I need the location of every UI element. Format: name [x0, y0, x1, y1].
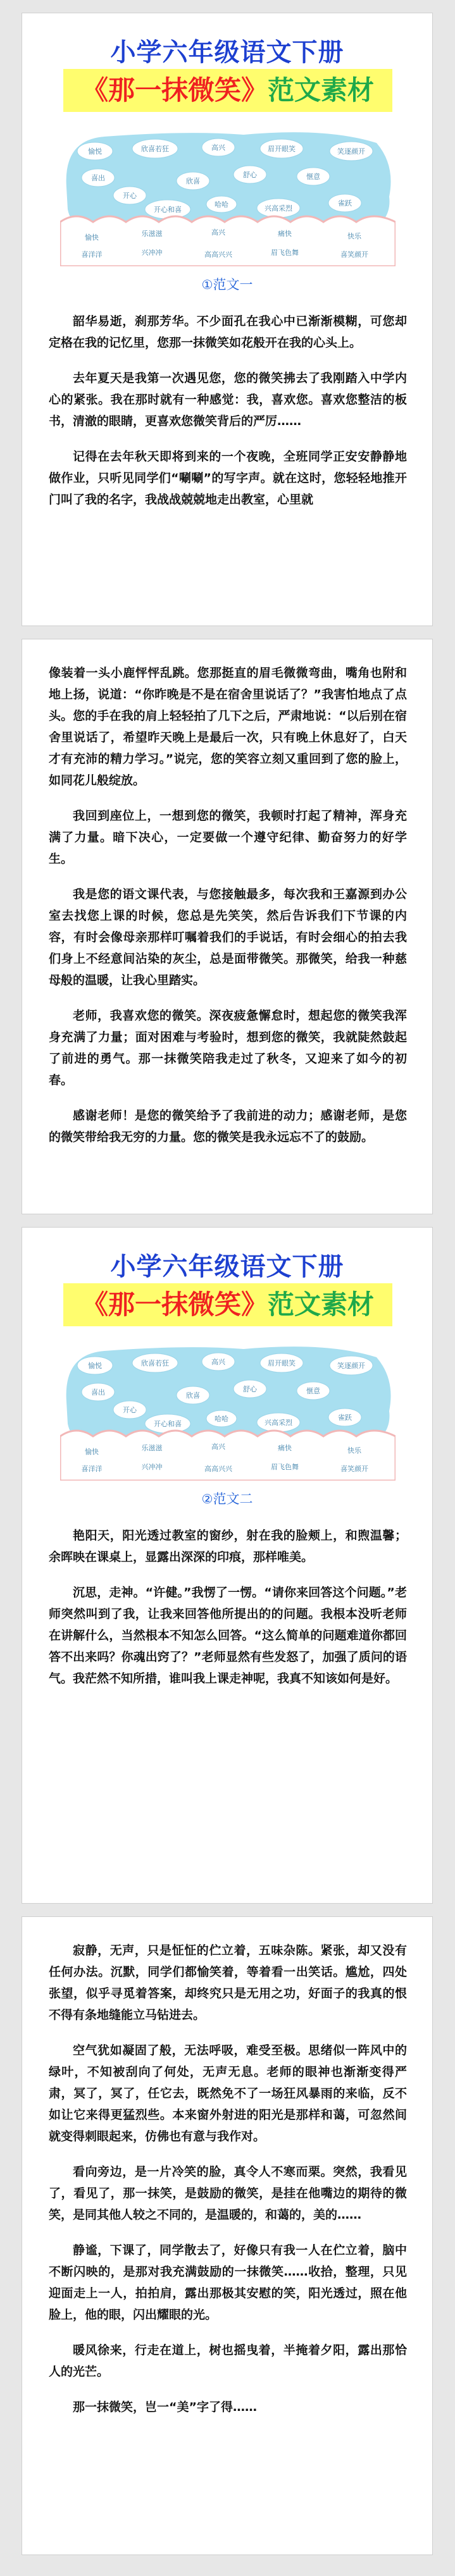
paragraph: 韶华易逝，刹那芳华。不少面孔在我心中已渐渐模糊，可您却定格在我的记忆里，您那一抹微笑如花般开在我的心头上。: [49, 314, 407, 350]
caption-number: ①: [201, 277, 213, 292]
word-label: 高兴: [211, 228, 225, 237]
word-bubble: [113, 187, 146, 204]
svg-text:欣喜若狂: 欣喜若狂: [141, 1359, 169, 1367]
svg-text:哈哈: 哈哈: [215, 1415, 228, 1423]
word-bubble: [330, 142, 373, 161]
word-label: 高兴: [211, 1443, 225, 1451]
word-bubble: [328, 1408, 361, 1426]
paragraph: 我回到座位上，一想到您的微笑，我顿时打起了精神，浑身充满了力量。暗下决心，一定要做一个遵守纪律、勤奋努力的好学生。: [49, 809, 407, 866]
page-3: [22, 1227, 433, 1904]
svg-text:哈哈: 哈哈: [215, 200, 228, 209]
word-label: 快乐: [347, 232, 361, 240]
scallop-divider: [60, 1431, 396, 1481]
word-bubble: [177, 172, 209, 190]
word-label: 喜洋洋: [81, 1465, 103, 1473]
word-bubble: [177, 1386, 209, 1404]
word-bubble: [145, 1414, 190, 1433]
word-bubble: [202, 1353, 235, 1371]
word-bubble: [257, 1413, 300, 1432]
svg-text:雀跃: 雀跃: [338, 1414, 352, 1422]
svg-text:欣喜: 欣喜: [186, 1391, 200, 1400]
svg-text:喜出: 喜出: [91, 174, 105, 182]
paragraph: 寂静，无声，只是怔怔的伫立着，五味杂陈。紧张，却又没有任何办法。沉默，同学们都愉笑着，等着看一出笑话。尴尬，四处张望，似乎寻觅着答案，却终究只是无用之功，好面子的我真的恨不得有条地缝能立马钻进去。: [49, 1944, 407, 2022]
word-bubble: [77, 1357, 113, 1374]
paragraph: 像装着一头小鹿怦怦乱跳。您那挺直的眉毛微微弯曲，嘴角也附和地上扬，说道：“你昨晚是不是在宿舍里说话了？”我害怕地点了点头。您的手在我的肩上轻轻拍了几下之后，严肃地说：“以后别在宿舍里说话了，希望昨天晚上是最后一次，只有晚上休息好了，白天才有充沛的精力学习。”说完，您的笑容立刻又重回到了您的脸上，如同花儿般绽放。: [49, 666, 407, 787]
svg-text:惬意: 惬意: [306, 173, 320, 181]
svg-text:惬意: 惬意: [306, 1387, 320, 1395]
svg-text:笑逐颜开: 笑逐颜开: [337, 147, 365, 156]
paragraph: 那一抹微笑，岂一“美”字了得……: [73, 2400, 257, 2414]
paragraph: 记得在去年秋天即将到来的一个夜晚，全班同学正安安静静地做作业，只听见同学们“唰唰”的写字声。就在这时，您轻轻地推开门叫了我的名字，我战战兢兢地走出教室，心里就: [49, 450, 407, 507]
word-label: 喜洋洋: [81, 250, 103, 259]
essay-title: 《那一抹微笑》: [81, 75, 268, 106]
paragraph: 空气犹如凝固了般，无法呼吸，难受至极。思绪似一阵风中的绿叶，不知被刮向了何处，无声无息。老师的眼神也渐渐变得严肃，冥了，冥了，任它去，既然免不了一场狂风暴雨的来临，反不如让它来得更猛烈些。本来窗外射进的阳光是那样和蔼，可忽然间就变得刺眼起来，仿佛也有意与我作对。: [49, 2043, 407, 2143]
essay-body: [49, 1525, 407, 1703]
essay-body: [49, 1940, 407, 2432]
subtitle-material: 范文素材: [268, 1289, 375, 1320]
paragraph: 老师，我喜欢您的微笑。深夜疲惫懈怠时，想起您的微笑我浑身充满了力量；面对困难与考验时，想到您的微笑，我就陡然鼓起了前进的勇气。那一抹微笑陪我走过了秋冬，又迎来了如今的初春。: [49, 1009, 407, 1087]
caption-text: 范文二: [213, 1491, 253, 1507]
word-bubble: [82, 169, 115, 187]
essay-title: 《那一抹微笑》: [81, 1289, 268, 1320]
paragraph: 去年夏天是我第一次遇见您，您的微笑拂去了我刚踏入中学内心的紧张。我在那时就有一种感觉：我，喜欢您。喜欢您整洁的板书，清澈的眼睛，更喜欢您微笑背后的严厉……: [49, 371, 407, 428]
svg-text:欣喜若狂: 欣喜若狂: [141, 145, 169, 153]
word-bubble: [202, 139, 235, 156]
svg-text:开心: 开心: [123, 1406, 137, 1414]
word-label: 眉飞色舞: [271, 249, 299, 257]
word-bubble: [257, 199, 300, 218]
header-title-line2: [63, 1283, 392, 1326]
word-bubble: [234, 1380, 266, 1398]
scallop-divider: [60, 216, 396, 266]
svg-text:眉开眼笑: 眉开眼笑: [268, 1359, 296, 1367]
word-bubble: [113, 1401, 146, 1419]
svg-text:眉开眼笑: 眉开眼笑: [268, 145, 296, 153]
word-label: 高高兴兴: [204, 250, 232, 259]
header-title-line1: 小学六年级语文下册: [110, 1252, 344, 1281]
svg-text:高兴: 高兴: [211, 1358, 225, 1366]
word-bubble: [206, 196, 237, 213]
header-title-line2: [63, 69, 392, 112]
word-label: 高高兴兴: [204, 1465, 232, 1473]
word-bubble: [206, 1410, 237, 1427]
subtitle-material: 范文素材: [268, 75, 375, 106]
svg-text:欣喜: 欣喜: [186, 177, 200, 185]
svg-text:愉悦: 愉悦: [88, 147, 102, 156]
paragraph: 看向旁边，是一片冷笑的脸，真令人不寒而栗。突然，我看见了，看见了，那一抹笑，是鼓励的微笑，是挂在他嘴边的期待的微笑，是同其他人较之不同的，是温暖的，和蔼的，美的……: [49, 2165, 407, 2222]
word-label: 兴冲冲: [141, 249, 163, 257]
word-label: 乐滋滋: [141, 230, 163, 238]
word-cloud-illustration: [60, 127, 396, 266]
svg-text:愉悦: 愉悦: [88, 1362, 102, 1370]
page-1: [22, 13, 433, 626]
paragraph: 静谧，下课了，同学散去了，好像只有我一人在伫立着，脑中不断闪映的，是那对我充满鼓励的一抹微笑……收拾，整理，只见迎面走上一人，拍拍肩，露出那极其安慰的笑，阳光透过，照在他脸上，他的眼，闪出耀眼的光。: [49, 2243, 407, 2322]
word-cloud-illustration: [60, 1341, 396, 1481]
word-bubble: [260, 139, 303, 158]
svg-text:开心: 开心: [123, 192, 137, 200]
word-bubble: [77, 142, 113, 160]
word-label: 眉飞色舞: [271, 1463, 299, 1471]
page-4: [22, 1916, 433, 2555]
word-label: 快乐: [347, 1446, 361, 1455]
word-bubble: [234, 166, 266, 183]
caption-text: 范文一: [213, 277, 253, 292]
svg-text:兴高采烈: 兴高采烈: [265, 204, 292, 213]
svg-text:喜出: 喜出: [91, 1388, 105, 1396]
svg-text:兴高采烈: 兴高采烈: [265, 1419, 292, 1427]
word-bubble: [145, 200, 190, 219]
svg-text:舒心: 舒心: [243, 1385, 257, 1393]
word-bubble: [328, 194, 361, 212]
word-bubble: [82, 1383, 115, 1401]
paragraph: 我是您的语文课代表，与您接触最多，每次我和王嘉源到办公室去找您上课的时候，您总是先笑笑，然后告诉我们下节课的内容，有时会像母亲那样叮嘱着我们的手说话，有时会细心的拍去我们身上不经意间沾染的灰尘，总是面带微笑。那微笑，给我一种慈母般的温暖，让我心里踏实。: [49, 887, 407, 987]
word-label: 喜笑颜开: [340, 250, 368, 259]
essay-body: [49, 662, 407, 1162]
page-2: [22, 639, 433, 1214]
word-label: 痛快: [278, 1444, 292, 1452]
svg-text:开心和喜: 开心和喜: [154, 206, 182, 214]
word-bubble: [297, 1382, 330, 1400]
svg-text:雀跃: 雀跃: [338, 199, 352, 207]
word-label: 兴冲冲: [141, 1463, 163, 1471]
svg-text:舒心: 舒心: [243, 171, 257, 179]
word-bubble: [297, 168, 330, 185]
paragraph: 沉思，走神。“许健。”我愣了一愣。“请你来回答这个问题。”老师突然叫到了我，让我来回答他所提出的的问题。我根本没听老师在讲解什么，当然根本不知怎么回答。“这么简单的问题难道你都回答不出来吗？你魂出窍了？”老师显然有些发怒了，加强了质问的语气。我茫然不知所措，谁叫我上课走神呢，我真不知该如何是好。: [49, 1586, 407, 1685]
essay-body: [49, 311, 407, 524]
svg-text:高兴: 高兴: [211, 144, 225, 152]
paragraph: 艳阳天，阳光透过教室的窗纱，射在我的脸颊上，和煦温馨；余晖映在课桌上，显露出深深的印痕，那样唯美。: [49, 1529, 407, 1564]
header-title-line1: 小学六年级语文下册: [110, 38, 344, 67]
word-label: 痛快: [278, 230, 292, 238]
word-bubble: [260, 1353, 303, 1372]
word-label: 愉快: [85, 233, 99, 242]
svg-text:笑逐颜开: 笑逐颜开: [337, 1362, 365, 1370]
word-bubble: [132, 1353, 178, 1372]
word-label: 喜笑颜开: [340, 1465, 368, 1473]
word-label: 乐滋滋: [141, 1444, 163, 1452]
word-bubble: [330, 1356, 373, 1375]
word-label: 愉快: [85, 1448, 99, 1456]
caption-number: ②: [201, 1491, 213, 1507]
essay-caption: [22, 1489, 432, 1508]
svg-text:开心和喜: 开心和喜: [154, 1420, 182, 1428]
word-bubble: [132, 139, 178, 158]
essay-caption: [22, 274, 432, 293]
paragraph: 暖风徐来，行走在道上，树也摇曳着，半掩着夕阳，露出那恰人的光芒。: [49, 2343, 407, 2379]
paragraph: 感谢老师！是您的微笑给予了我前进的动力；感谢老师，是您的微笑带给我无穷的力量。您的微笑是我永远忘不了的鼓励。: [49, 1109, 407, 1144]
